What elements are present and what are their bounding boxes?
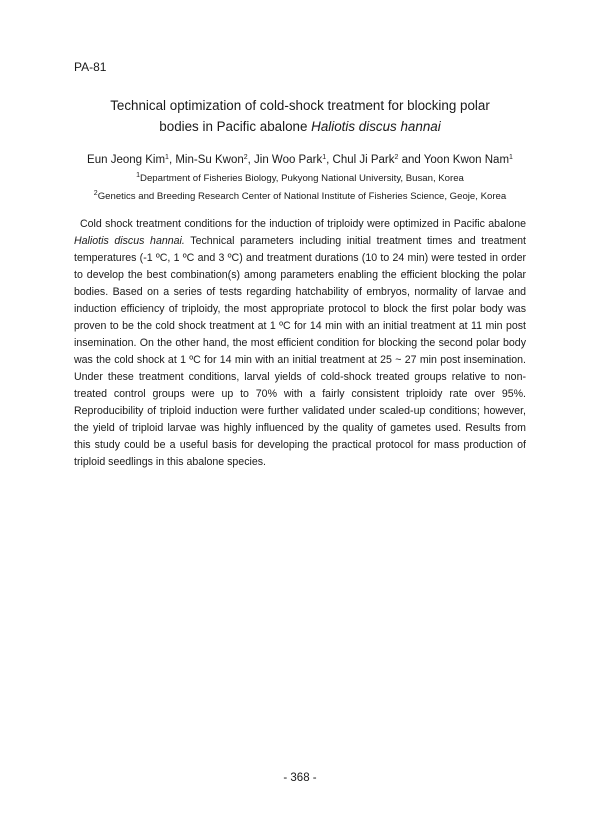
author-separator: , [326, 154, 333, 166]
abstract-paragraph [74, 216, 526, 471]
title-line-1: Technical optimization of cold-shock treatment for blocking polar [110, 98, 490, 113]
page-number: - 368 - [283, 772, 317, 784]
paper-title [60, 95, 540, 137]
author-affiliation-mark: 1 [322, 154, 327, 161]
author-name: Eun Jeong Kim [87, 154, 166, 166]
title-line-2 [60, 116, 540, 137]
affiliation [40, 190, 560, 203]
affiliation-text: Genetics and Breeding Research Center of National Institute of Fisheries Science, Geoje, Korea [97, 191, 507, 202]
author-affiliation-mark: 2 [243, 154, 248, 161]
author-name: Yoon Kwon Nam [423, 154, 510, 166]
affiliation-mark: 2 [93, 190, 98, 197]
author-separator: , [247, 154, 255, 166]
author-separator: and [398, 154, 424, 166]
author-name: Jin Woo Park [254, 154, 323, 166]
title-species: Haliotis discus hannai [311, 119, 441, 134]
abstract-species: Haliotis discus hannai. [74, 235, 185, 247]
affiliation-text: Department of Fisheries Biology, Pukyong National University, Busan, Korea [140, 173, 464, 184]
abstract-lead: Cold shock treatment conditions for the induction of triploidy were optimized in Pacific abalone [80, 218, 526, 230]
author-affiliation-mark: 1 [509, 154, 513, 161]
affiliation-mark: 1 [136, 172, 141, 179]
author-name: Chul Ji Park [332, 154, 395, 166]
author-affiliation-mark: 1 [165, 154, 169, 161]
author-list [60, 152, 540, 168]
affiliation [40, 172, 560, 185]
author-name: Min-Su Kwon [175, 154, 244, 166]
author-separator: , [168, 154, 176, 166]
abstract [74, 216, 526, 471]
page-code: PA-81 [74, 60, 107, 74]
abstract-body: Technical parameters including initial treatment times and treatment temperatures (-1 ºC, 1 ºC and 3 ºC) and treatment durations (10 to 24 min) were tested in order to develop the best combination(s) among parameters enabling the efficient blocking the polar bodies. Based on a series of tests regarding hatchability of embryos, normality of larvae and induction efficiency of triploidy, the most appropriate protocol to block the first polar body was proven to be the cold shock treatment at 1 ºC for 14 min with an initial treatment at 11 min post insemination. On the other hand, the most efficient condition for blocking the second polar body was the cold shock at 1 ºC for 14 min with an initial treatment at 25 ~ 27 min post insemination. Under these treatment conditions, larval yields of cold-shock treated groups relative to non-treated control groups were up to 70% with a fairly consistent triploidy rate over 95%. Reproducibility of triploid induction were further validated under scaled-up conditions; however, the yield of triploid larvae was highly influenced by the quality of gametes used. Results from this study could be a useful basis for developing the practical protocol for mass production of triploid seedlings in this abalone species. [74, 235, 527, 468]
author-affiliation-mark: 2 [394, 154, 399, 161]
title-line-2-text: bodies in Pacific abalone [159, 119, 312, 134]
